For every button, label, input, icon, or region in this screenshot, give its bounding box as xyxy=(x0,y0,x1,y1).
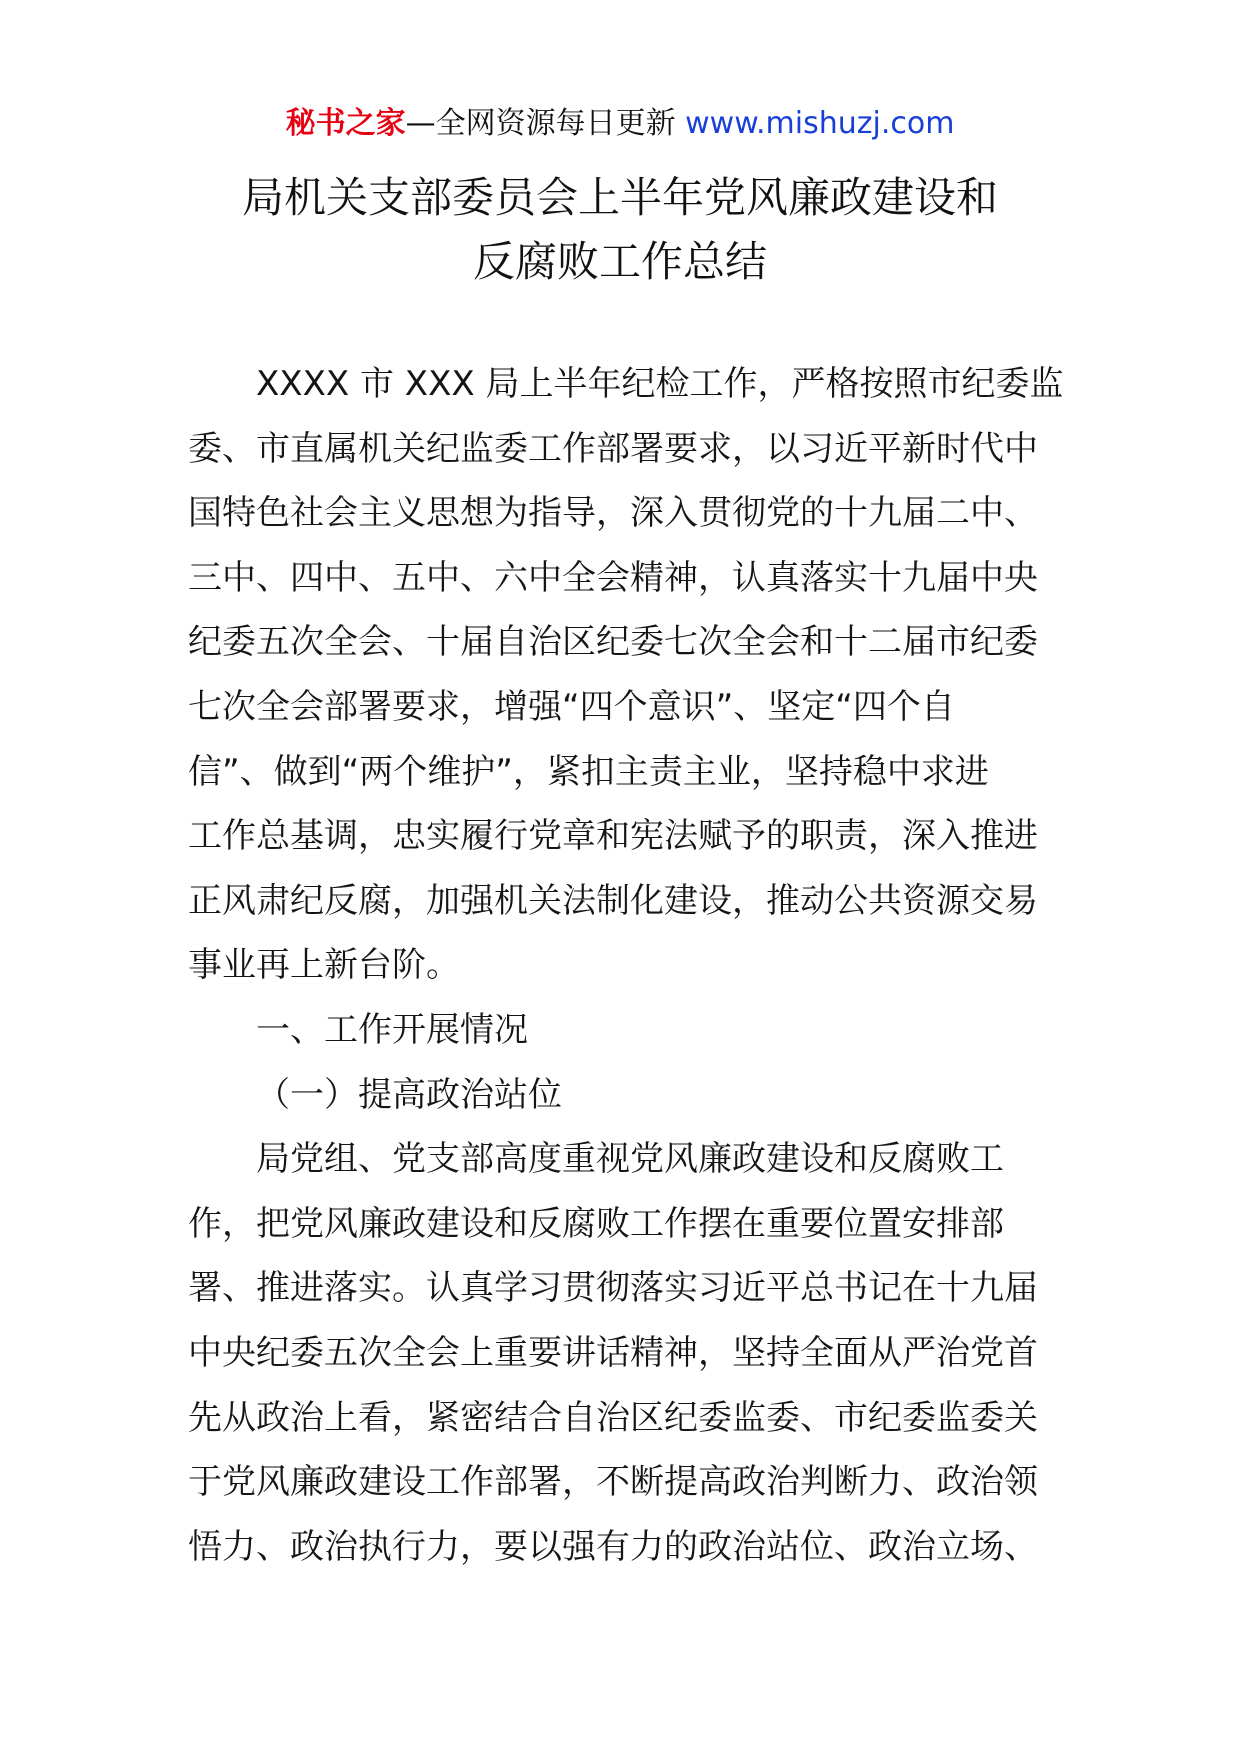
title-line-2: 反腐败工作总结 xyxy=(472,237,767,286)
document-title xyxy=(0,166,1240,294)
header-slogan: —全网资源每日更新 xyxy=(405,106,676,141)
section-heading: 一、工作开展情况 xyxy=(256,1009,528,1050)
body-line: 作，把党风廉政建设和反腐败工作摆在重要位置安排部 xyxy=(188,1203,1004,1244)
body-line: 署、推进落实。认真学习贯彻落实习近平总书记在十九届 xyxy=(188,1268,1038,1309)
body-line: 局党组、党支部高度重视党风廉政建设和反腐败工 xyxy=(256,1139,1004,1180)
title-line-1: 局机关支部委员会上半年党风廉政建设和 xyxy=(241,173,998,222)
body-line: 先从政治上看，紧密结合自治区纪委监委、市纪委监委关 xyxy=(188,1397,1038,1438)
body-line: 三中、四中、五中、六中全会精神，认真落实十九届中央 xyxy=(188,557,1038,598)
body-line: 信”、做到“两个维护”，紧扣主责主业，坚持稳中求进 xyxy=(188,751,989,792)
site-header xyxy=(0,104,1240,144)
site-url-link[interactable]: www.mishuzj.com xyxy=(685,106,955,141)
body-line: 国特色社会主义思想为指导，深入贯彻党的十九届二中、 xyxy=(188,493,1038,534)
body-line: 委、市直属机关纪监委工作部署要求，以习近平新时代中 xyxy=(188,428,1038,469)
body-line: 正风肃纪反腐，加强机关法制化建设，推动公共资源交易 xyxy=(188,880,1038,921)
body-line: 纪委五次全会、十届自治区纪委七次全会和十二届市纪委 xyxy=(188,622,1038,663)
body-line: 七次全会部署要求，增强“四个意识”、坚定“四个自 xyxy=(188,686,955,727)
body-line: 事业再上新台阶。 xyxy=(188,945,460,986)
body-line: XXXX 市 XXX 局上半年纪检工作，严格按照市纪委监 xyxy=(256,364,1064,404)
body-line: 工作总基调，忠实履行党章和宪法赋予的职责，深入推进 xyxy=(188,816,1038,857)
brand-name[interactable]: 秘书之家 xyxy=(285,106,406,141)
body-line: 中央纪委五次全会上重要讲话精神，坚持全面从严治党首 xyxy=(188,1332,1038,1373)
subsection-heading: （一）提高政治站位 xyxy=(256,1074,562,1115)
body-line: 于党风廉政建设工作部署，不断提高政治判断力、政治领 xyxy=(188,1462,1038,1503)
body-line: 悟力、政治执行力，要以强有力的政治站位、政治立场、 xyxy=(188,1526,1038,1567)
document-body xyxy=(188,352,1064,1579)
